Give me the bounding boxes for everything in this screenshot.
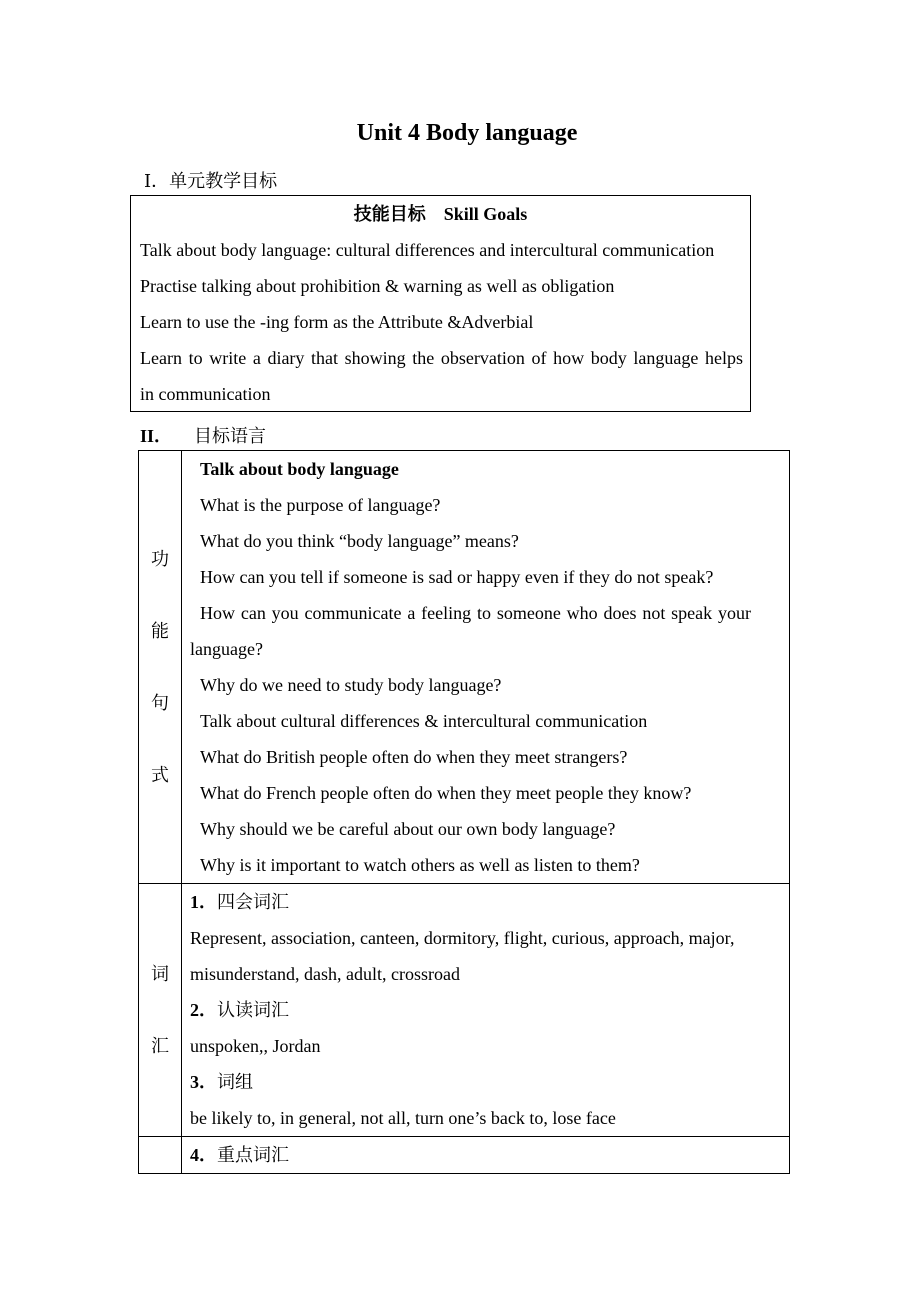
function-sentence: What is the purpose of language? (200, 495, 441, 515)
vocab-list: Represent, association, canteen, dormitory, flight, curious, approach, major, (190, 928, 735, 948)
vocabulary-content (182, 884, 790, 1137)
section-label: 目标语言 (194, 426, 267, 446)
function-sentence: How can you tell if someone is sad or happy even if they do not speak? (200, 567, 714, 587)
skill-goal-item: in communication (140, 384, 271, 404)
function-sentence: What do you think “body language” means? (200, 531, 519, 551)
vocab-heading-label: 四会词汇 (217, 892, 289, 912)
vocab-heading-number: 4． (190, 1145, 217, 1165)
vocab-heading-number: 3． (190, 1072, 217, 1092)
functions-side-label (139, 451, 182, 884)
vocab-heading (182, 884, 789, 920)
skill-goal-item: Learn to use the -ing form as the Attribute &Adverbial (140, 312, 534, 332)
vocab-heading-number: 1． (190, 892, 217, 912)
skill-goal-item: Learn to write a diary that showing the observation of how body language helps (140, 348, 743, 368)
vocab-heading-label: 认读词汇 (217, 1000, 289, 1020)
vocab-heading (182, 1064, 789, 1100)
key-vocab-side (139, 1137, 182, 1174)
side-char: 功 (151, 549, 169, 569)
side-char: 词 (151, 964, 169, 984)
function-sentence: Why should we be careful about our own body language? (200, 819, 616, 839)
function-sentence: Why is it important to watch others as well as listen to them? (200, 855, 640, 875)
vocab-heading-label: 词组 (217, 1072, 253, 1092)
vocab-list: be likely to, in general, not all, turn one’s back to, lose face (190, 1108, 616, 1128)
skill-goal-item: Talk about body language: cultural differences and intercultural communication (140, 240, 715, 260)
function-sentence: What do British people often do when they meet strangers? (200, 747, 628, 767)
vocab-heading (182, 1137, 789, 1173)
skill-goals-box (130, 195, 751, 412)
vocabulary-row (139, 884, 790, 1137)
function-subheading: Talk about cultural differences & intercultural communication (200, 711, 648, 731)
functions-row (139, 451, 790, 884)
section-heading-teaching-goals: Ⅰ．单元教学目标 (144, 171, 278, 191)
side-char: 汇 (151, 1036, 169, 1056)
vocab-heading-label: 重点词汇 (217, 1145, 289, 1165)
vocabulary-side-label (139, 884, 182, 1137)
key-vocab-row (139, 1137, 790, 1174)
key-vocab-content (182, 1137, 790, 1174)
vocab-list: misunderstand, dash, adult, crossroad (190, 964, 460, 984)
vocab-heading (182, 992, 789, 1028)
skill-goal-item: Practise talking about prohibition & warning as well as obligation (140, 276, 615, 296)
section-heading-target-language (140, 422, 266, 448)
function-sentence: What do French people often do when they meet people they know? (200, 783, 692, 803)
page-title: Unit 4 Body language (356, 120, 578, 146)
function-sentence: language? (190, 639, 263, 659)
side-char: 句 (151, 693, 169, 713)
vocab-list: unspoken,, Jordan (190, 1036, 321, 1056)
target-language-table (138, 450, 790, 1174)
function-sentence: How can you communicate a feeling to someone who does not speak your (200, 603, 751, 623)
skill-goals-header: 技能目标 Skill Goals (353, 204, 528, 224)
functions-content (182, 451, 790, 884)
side-char: 式 (151, 765, 169, 785)
side-char: 能 (151, 621, 169, 641)
section-number: II． (140, 426, 173, 446)
functions-heading: Talk about body language (200, 459, 399, 479)
vocab-heading-number: 2． (190, 1000, 217, 1020)
function-sentence: Why do we need to study body language? (200, 675, 502, 695)
